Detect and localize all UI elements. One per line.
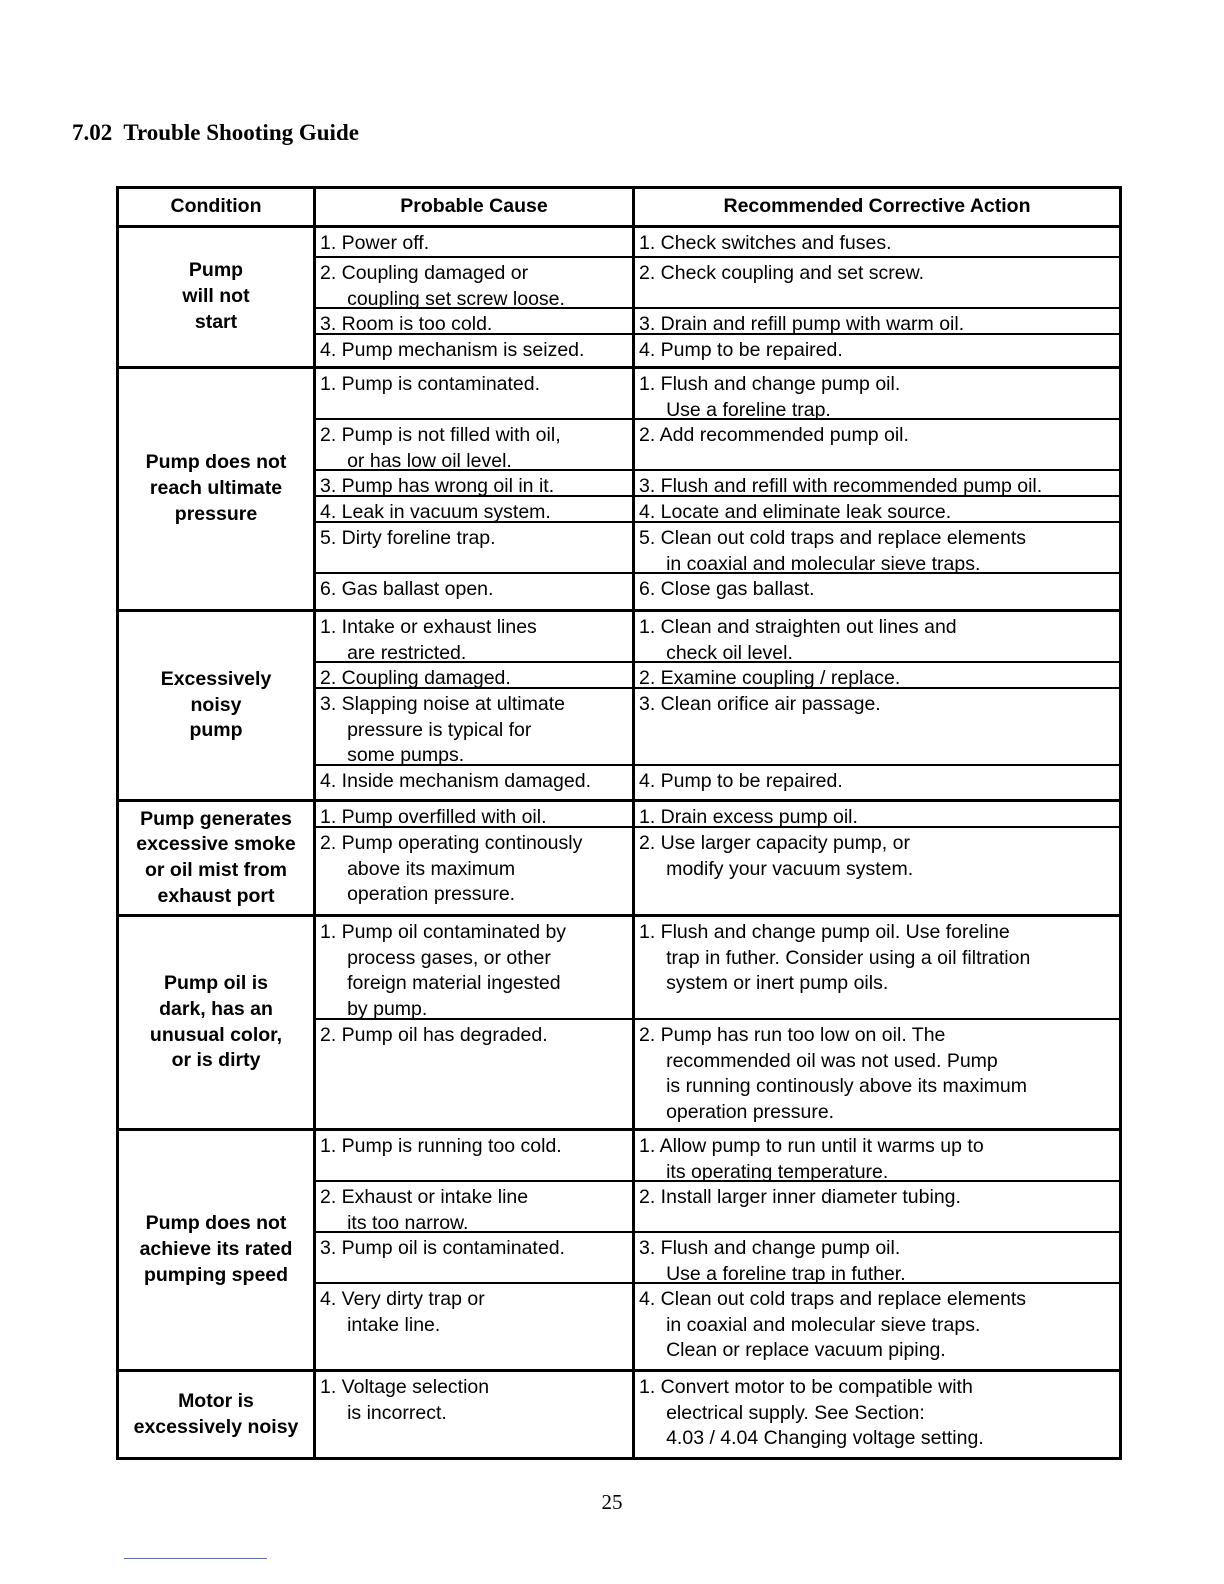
corrective-action-cell <box>635 228 1119 369</box>
probable-cause-cell <box>316 1372 635 1457</box>
action-item: 1. Clean and straighten out lines and check oil level. <box>635 612 1119 663</box>
condition-label: Pump does not reach ultimate pressure <box>145 451 287 525</box>
cause-item: 2. Coupling damaged or coupling set screw loose. <box>316 258 632 309</box>
action-item: 3. Clean orifice air passage. <box>635 689 1119 766</box>
action-item: 1. Flush and change pump oil. Use foreline trap in futher. Consider using a oil filtration system or inert pump oils. <box>635 917 1119 1020</box>
section-title: 7.02 Trouble Shooting Guide <box>72 120 359 145</box>
cause-item: 2. Pump is not filled with oil, or has low oil level. <box>316 420 632 471</box>
footer-rule <box>124 1558 267 1559</box>
action-item: 4. Locate and eliminate leak source. <box>635 497 1119 523</box>
cause-item: 1. Pump overfilled with oil. <box>316 802 632 828</box>
page-number: 25 <box>601 1490 623 1514</box>
corrective-action-cell <box>635 802 1119 917</box>
cause-item: 3. Pump has wrong oil in it. <box>316 471 632 497</box>
condition-cell <box>119 612 316 802</box>
action-item: 2. Examine coupling / replace. <box>635 663 1119 689</box>
action-item: 1. Allow pump to run until it warms up to its operating temperature. <box>635 1131 1119 1182</box>
cause-item: 1. Pump is running too cold. <box>316 1131 632 1182</box>
action-item: 2. Pump has run too low on oil. The recommended oil was not used. Pump is running continously above its maximum operation pressure. <box>639 1024 1028 1124</box>
action-item: 4. Pump to be repaired. <box>639 770 843 792</box>
action-item: 4. Pump to be repaired. <box>639 339 843 361</box>
corrective-action-cell <box>635 612 1119 802</box>
probable-cause-cell <box>316 612 635 802</box>
probable-cause-cell <box>316 1131 635 1372</box>
corrective-action-cell <box>635 369 1119 612</box>
troubleshooting-table <box>116 186 1122 1460</box>
header-condition: Condition <box>119 189 316 228</box>
condition-cell <box>119 917 316 1131</box>
cause-item: 4. Very dirty trap or intake line. <box>320 1288 485 1336</box>
header-corrective-action: Recommended Corrective Action <box>635 189 1119 228</box>
cause-item: 3. Pump oil is contaminated. <box>316 1233 632 1284</box>
probable-cause-cell <box>316 917 635 1131</box>
action-item: 5. Clean out cold traps and replace elements in coaxial and molecular sieve traps. <box>635 523 1119 574</box>
action-item: 2. Check coupling and set screw. <box>635 258 1119 309</box>
action-item: 1. Drain excess pump oil. <box>635 802 1119 828</box>
condition-label: Pump does not achieve its rated pumping speed <box>139 1212 293 1286</box>
cause-item: 1. Pump oil contaminated by process gases, or other foreign material ingested by pump. <box>316 917 632 1020</box>
corrective-action-cell <box>635 917 1119 1131</box>
action-item: 3. Drain and refill pump with warm oil. <box>635 309 1119 335</box>
cause-item: 6. Gas ballast open. <box>320 578 494 600</box>
action-item: 6. Close gas ballast. <box>639 578 815 600</box>
action-item: 1. Convert motor to be compatible with electrical supply. See Section: 4.03 / 4.04 Changing voltage setting. <box>639 1376 984 1450</box>
condition-cell <box>119 1131 316 1372</box>
probable-cause-cell <box>316 802 635 917</box>
condition-cell <box>119 369 316 612</box>
cause-item: 5. Dirty foreline trap. <box>316 523 632 574</box>
cause-item: 3. Slapping noise at ultimate pressure is typical for some pumps. <box>316 689 632 766</box>
condition-cell <box>119 1372 316 1457</box>
condition-label: Pump will not start <box>182 259 250 333</box>
condition-label: Excessively noisy pump <box>160 667 272 742</box>
cause-item: 1. Voltage selection is incorrect. <box>320 1376 490 1424</box>
cause-item: 1. Power off. <box>316 228 632 258</box>
cause-item: 4. Leak in vacuum system. <box>316 497 632 523</box>
action-item: 1. Flush and change pump oil. Use a foreline trap. <box>635 369 1119 420</box>
header-probable-cause: Probable Cause <box>316 189 635 228</box>
cause-item: 4. Pump mechanism is seized. <box>320 339 585 361</box>
action-item: 2. Use larger capacity pump, or modify your vacuum system. <box>639 832 914 880</box>
cause-item: 2. Pump operating continously above its maximum operation pressure. <box>320 832 583 906</box>
action-item: 3. Flush and change pump oil. Use a foreline trap in futher. <box>635 1233 1119 1284</box>
cause-item: 2. Exhaust or intake line its too narrow. <box>316 1182 632 1233</box>
cause-item: 2. Coupling damaged. <box>316 663 632 689</box>
cause-item: 1. Intake or exhaust lines are restricted. <box>316 612 632 663</box>
condition-label: Pump generates excessive smoke or oil mist from exhaust port <box>136 807 296 907</box>
cause-item: 3. Room is too cold. <box>316 309 632 335</box>
action-item: 1. Check switches and fuses. <box>635 228 1119 258</box>
probable-cause-cell <box>316 228 635 369</box>
condition-cell <box>119 228 316 369</box>
cause-item: 1. Pump is contaminated. <box>316 369 632 420</box>
probable-cause-cell <box>316 369 635 612</box>
cause-item: 4. Inside mechanism damaged. <box>320 770 591 792</box>
condition-label: Motor is excessively noisy <box>133 1389 299 1438</box>
action-item: 2. Add recommended pump oil. <box>635 420 1119 471</box>
condition-label: Pump oil is dark, has an unusual color, or is dirty <box>149 972 283 1072</box>
action-item: 2. Install larger inner diameter tubing. <box>635 1182 1119 1233</box>
action-item: 4. Clean out cold traps and replace elements in coaxial and molecular sieve traps. Clean or replace vacuum piping. <box>639 1288 1026 1362</box>
corrective-action-cell <box>635 1131 1119 1372</box>
condition-cell <box>119 802 316 917</box>
action-item: 3. Flush and refill with recommended pump oil. <box>635 471 1119 497</box>
corrective-action-cell <box>635 1372 1119 1457</box>
cause-item: 2. Pump oil has degraded. <box>320 1024 548 1046</box>
